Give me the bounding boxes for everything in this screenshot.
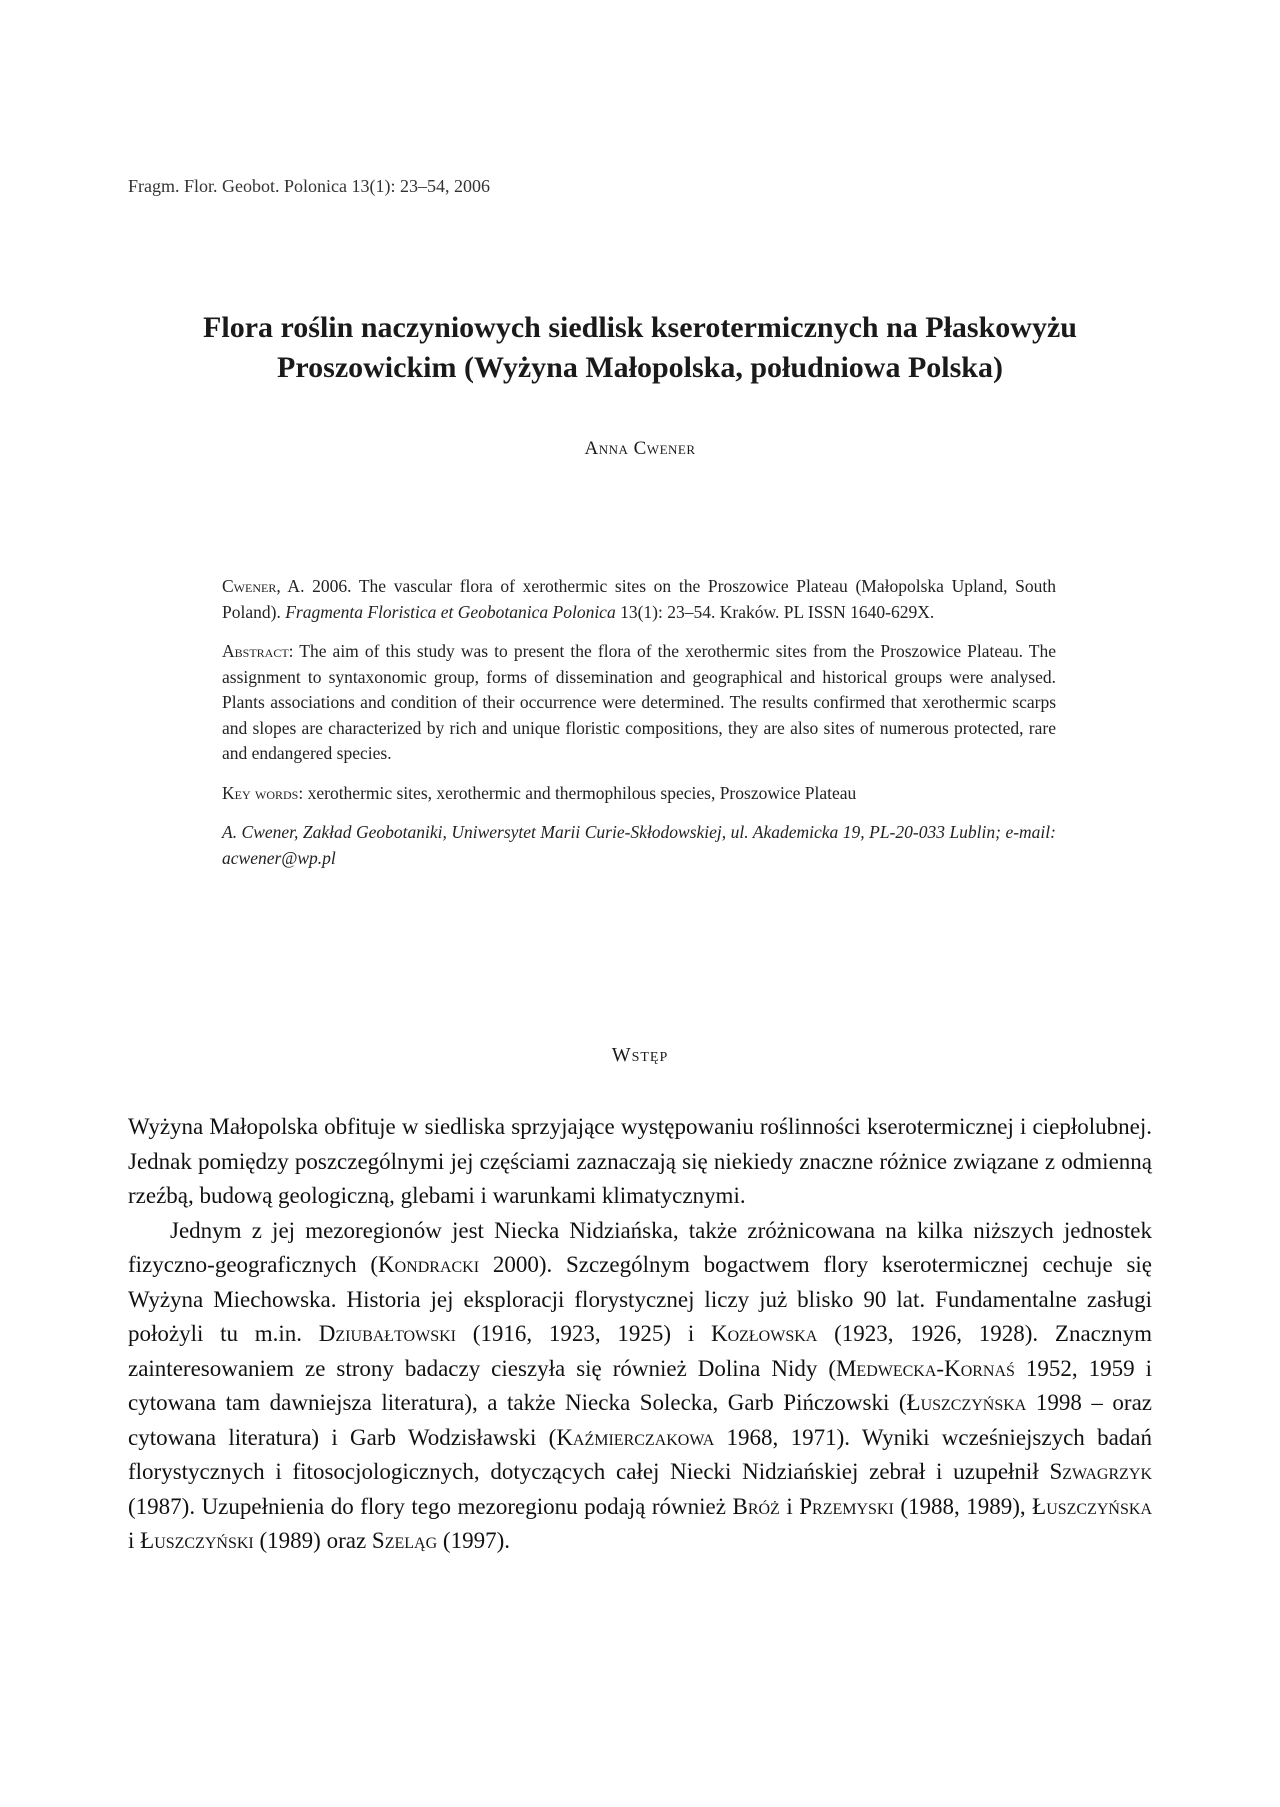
p2-text: (1997). [437,1528,510,1553]
keywords [222,781,1056,807]
p2-text: (1988, 1989), [893,1493,1033,1519]
section-heading: Wstęp [611,1044,669,1066]
cited-author: Szwagrzyk [1049,1459,1152,1484]
p2-text: 1998 – oraz cytowana literatura) i Garb Wodzisławski ( [128,1390,1153,1450]
title-line-2: Proszowickim (Wyżyna Małopolska, południowa Polska) [277,351,1003,384]
cited-author: Kaźmierczakowa [556,1424,715,1450]
p2-text: i [128,1528,141,1553]
cited-author: Szeląg [371,1528,438,1553]
cited-author: Medwecka-Kornaś [835,1355,1015,1381]
citation [222,574,1056,625]
cited-author: Przemyski [799,1493,894,1519]
citation-text-2: 13(1): 23–54. Kraków. PL ISSN 1640-629X. [615,601,935,622]
body-text [128,1110,1152,1559]
abstract-block [222,574,1056,885]
paragraph-1: Wyżyna Małopolska obfituje w siedliska sprzyjające występowaniu roślinności kserotermicznej i ciepłolubnej. Jednak pomiędzy poszczególnymi jej częściami zaznaczają się niekiedy znaczne różnice związane z odmienną rzeźbą, budową geologiczną, glebami i warunkami klimatycznymi. [128,1114,1152,1208]
p2-text: (1987). Uzupełnienia do flory tego mezoregionu podają również [128,1493,733,1519]
cited-author: Łuszczyńska [1032,1493,1152,1519]
article-title [100,308,1180,388]
abstract-label: Abstract [222,641,289,661]
p2-text: (1916, 1923, 1925) i [456,1321,711,1346]
abstract-text: : The aim of this study was to present the flora of the xerothermic sites from the Proszowice Plateau. The assignment to syntaxonomic group, forms of dissemination and geographical and historical groups were analysed. Plants associations and condition of their occurrence were determined. The results confirmed that xerothermic scarps and slopes are characterized by rich and unique floristic compositions, they are also sites of numerous protected, rare and endangered species. [222,641,1056,763]
p2-text: Jednym z jej mezoregionów jest Niecka Nidziańska, także zróżnicowana na kilka niższych jednostek fizyczno-geograficznych ( [128,1217,1152,1277]
abstract [222,639,1056,767]
paragraph-2 [128,1214,1152,1559]
keywords-text: : xerothermic sites, xerothermic and thermophilous species, Proszowice Plateau [298,782,857,803]
citation-journal: Fragmenta Floristica et Geobotanica Polonica [285,601,616,622]
keywords-label: Key words [222,782,299,803]
p2-text: (1989) oraz [253,1528,372,1553]
p2-text: 2000). Szczególnym bogactwem flory kserotermicznej cechuje się Wyżyna Miechowska. Historia jej eksploracji florystycznej liczy już blisko 90 lat. Fundamentalne zasługi położyli tu m.in. [128,1252,1152,1346]
cited-author: Łuszczyński [140,1528,254,1553]
p2-text: 1952, 1959 i cytowana tam dawniejsza literatura), a także Niecka Solecka, Garb Pińczowski ( [128,1355,1152,1415]
cited-author: Bróż [732,1493,780,1519]
cited-author: Dziubałtowski [318,1321,456,1346]
author-name: Anna Cwener [584,438,696,459]
p2-text: (1923, 1926, 1928). Znacznym zainteresowaniem ze strony badaczy cieszyła się również Dolina Nidy ( [128,1321,1152,1381]
citation-author: Cwener [222,576,277,596]
citation-text-1: , A. 2006. The vascular flora of xerothermic sites on the Proszowice Plateau (Małopolska Upland, South Poland). [222,576,1056,622]
cited-author: Kondracki [378,1252,480,1277]
p2-text: i [779,1493,800,1519]
cited-author: Łuszczyńska [906,1390,1027,1415]
cited-author: Kozłowska [710,1321,818,1346]
title-line-1: Flora roślin naczyniowych siedlisk kserotermicznych na Płaskowyżu [203,311,1077,344]
p2-text: 1968, 1971). Wyniki wcześniejszych badań florystycznych i fitosocjologicznych, dotyczących całej Niecki Nidziańskiej zebrał i uzupełnił [128,1424,1152,1484]
affiliation: A. Cwener, Zakład Geobotaniki, Uniwersytet Marii Curie-Skłodowskiej, ul. Akademicka 19, PL-20-033 Lublin; e-mail: acwener@wp.pl [222,822,1056,868]
journal-reference: Fragm. Flor. Geobot. Polonica 13(1): 23–54, 2006 [128,176,490,196]
